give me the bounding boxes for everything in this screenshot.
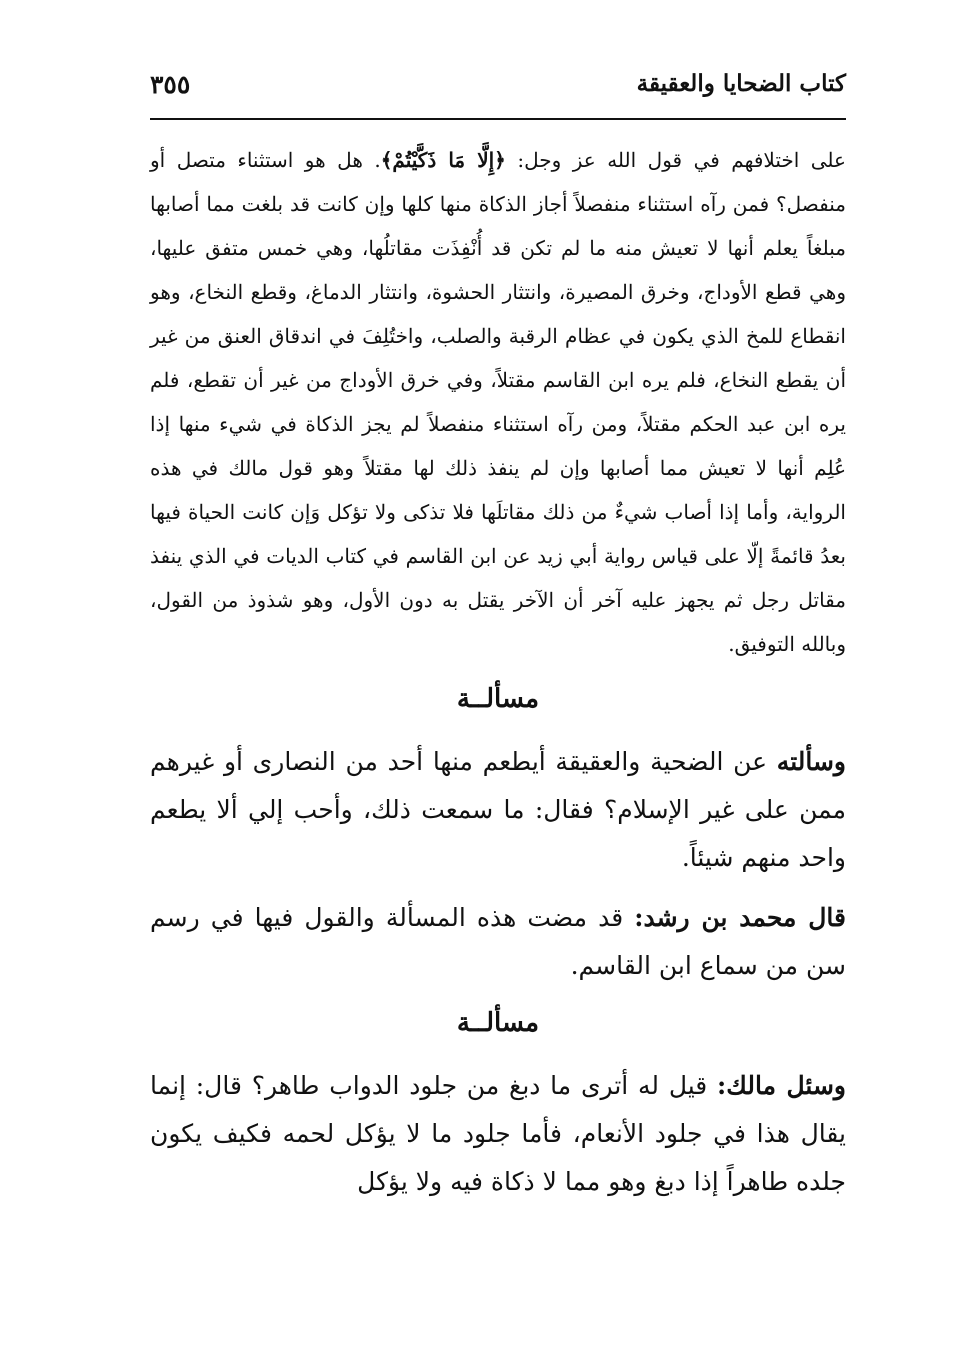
commentary-text-rest: . هل هو استثناء متصل أو منفصل؟ فمن رآه استثناء منفصلاً أجاز الذكاة منها كلها وإن كانت قد بلغت مما أصابها مبلغاً يعلم أنها لا تعيش منه ما لم تكن قد أُنْفِذَت مقاتلُها، وهي خمس متفق عليها، وهي قطع الأوداج، وخرق المصيرة، وانتثار الحشوة، وانتثار الدماغ، وقطع النخاع، وهو انقطاع للمخ الذي يكون في عظام الرقبة والصلب، واختُلِفَ في اندقاق العنق من غير أن يقطع النخاع، فلم يره ابن القاسم مقتلاً، وفي خرق الأوداج من غير أن تقطع، فلم يره ابن عبد الحكم مقتلاً، ومن رآه استثناء منفصلاً لم يجز الذكاة في شيء منها إذا عُلِم أنها لا تعيش مما أصابها وإن لم ينفذ ذلك لها مقتلاً وهو قول مالك في هذه الرواية، وأما إذا أصاب شيءٌ من ذلك مقاتلَها فلا تذكى ولا تؤكل وَإن كانت الحياة فيها بعدُ قائمةً إلّا على قياس رواية أبي زيد عن ابن القاسم في كتاب الديات في الذي ينفذ مقاتل رجل ثم يجهز عليه آخر أن الآخر يقتل به دون الأول، وهو شذوذ من القول، وبالله التوفيق. xyxy=(150,148,846,656)
question-lead: وسألته xyxy=(776,747,846,776)
answer-paragraph xyxy=(150,894,846,990)
page-header xyxy=(150,70,846,110)
answer-lead: قال محمد بن رشد: xyxy=(634,903,846,932)
question-text: عن الضحية والعقيقة أيطعم منها أحد من النصارى أو غيرهم ممن على غير الإسلام؟ فقال: ما سمعت ذلك، وأحب إلي ألا يطعم واحد منهم شيئاً. xyxy=(150,747,846,872)
page-body xyxy=(150,138,846,1206)
quran-quote: ﴿إِلَّا مَا ذَكَّيْتُمْ﴾ xyxy=(380,148,506,172)
running-title: كتاب الضحايا والعقيقة xyxy=(636,70,846,97)
question-text: قيل له أترى ما دبغ من جلود الدواب طاهر؟ قال: إنما يقال هذا في جلود الأنعام، فأما جلود ما لا يؤكل لحمه فكيف يكون جلده طاهراً إذا دبغ وهو مما لا ذكاة فيه ولا يؤكل xyxy=(150,1071,846,1196)
section-heading: مسألــة xyxy=(456,684,540,714)
question-block xyxy=(150,738,846,990)
commentary-block xyxy=(150,138,846,666)
header-rule xyxy=(150,118,846,120)
commentary-paragraph xyxy=(150,138,846,666)
question-block xyxy=(150,1062,846,1206)
page-number: ٣٥٥ xyxy=(150,70,191,99)
question-paragraph xyxy=(150,738,846,882)
commentary-text-start: على اختلافهم في قول الله عز وجل: xyxy=(505,148,846,172)
answer-text: قد مضت هذه المسألة والقول فيها في رسم سن من سماع ابن القاسم. xyxy=(150,903,846,980)
question-lead: وسئل مالك: xyxy=(717,1071,846,1100)
section-heading: مسألــة xyxy=(456,1008,540,1038)
question-paragraph xyxy=(150,1062,846,1206)
